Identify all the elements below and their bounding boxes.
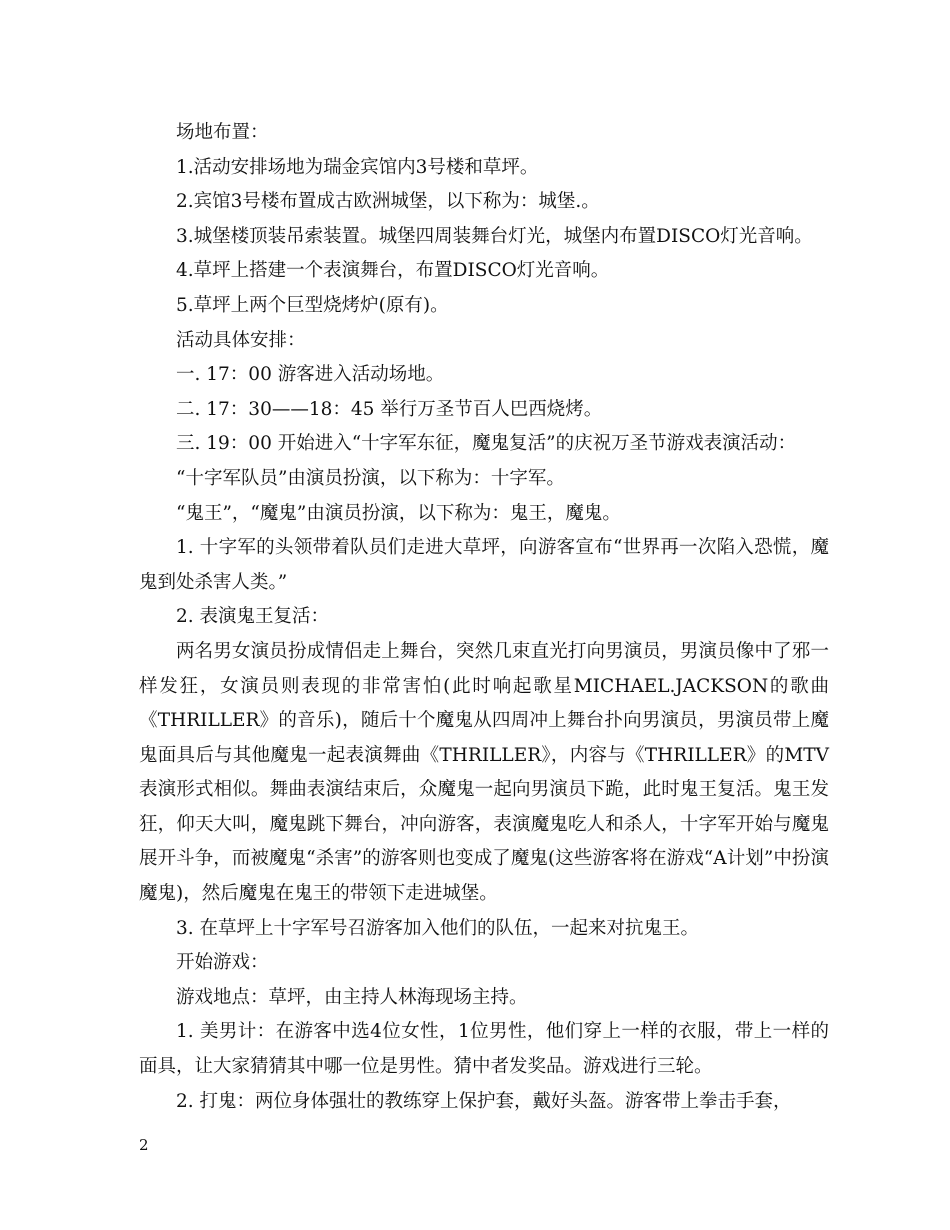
paragraph-venue-item-2: 2.宾馆3号楼布置成古欧洲城堡，以下称为：城堡.。 bbox=[176, 191, 600, 213]
paragraph-venue-heading: 场地布置： bbox=[176, 122, 269, 143]
paragraph-schedule-item-2: 二. 17：30——18：45 举行万圣节百人巴西烧烤。 bbox=[176, 398, 603, 420]
paragraph-crusader-role: “十字军队员”由演员扮演，以下称为：十字军。 bbox=[176, 467, 565, 489]
paragraph-venue-item-5: 5.草坪上两个巨型烧烤炉(原有)。 bbox=[176, 294, 449, 316]
paragraph-step-2-heading: 2. 表演鬼王复活： bbox=[176, 606, 330, 628]
paragraph-games-location: 游戏地点：草坪，由主持人林海现场主持。 bbox=[176, 986, 528, 1008]
paragraph-schedule-item-1: 一. 17：00 游客进入活动场地。 bbox=[176, 364, 445, 386]
paragraph-venue-item-4: 4.草坪上搭建一个表演舞台，布置DISCO灯光音响。 bbox=[176, 260, 610, 282]
paragraph-games-heading: 开始游戏： bbox=[176, 952, 269, 974]
paragraph-game-2: 2. 打鬼：两位身体强壮的教练穿上保护套，戴好头盔。游客带上拳击手套， bbox=[176, 1090, 792, 1112]
paragraph-venue-item-1: 1.活动安排场地为瑞金宾馆内3号楼和草坪。 bbox=[176, 156, 539, 178]
paragraph-ghost-role: “鬼王”，“魔鬼”由演员扮演，以下称为：鬼王，魔鬼。 bbox=[176, 502, 621, 524]
paragraph-game-1: 1. 美男计：在游客中选4位女性，1位男性，他们穿上一样的衣服，带上一样的面具，让大家猜猜其中哪一位是男性。猜中者发奖品。游戏进行三轮。 bbox=[139, 1021, 829, 1078]
paragraph-step-2-body: 两名男女演员扮成情侣走上舞台，突然几束直光打向男演员，男演员像中了邪一样发狂，女演员则表现的非常害怕(此时响起歌星MICHAEL.JACKSON的歌曲《THRILLER》的音乐)，随后十个魔鬼从四周冲上舞台扑向男演员，男演员带上魔鬼面具后与其他魔鬼一起表演舞曲《THRILLER》，内容与《THRILLER》的MTV表演形式相似。舞曲表演结束后，众魔鬼一起向男演员下跪，此时鬼王复活。鬼王发狂，仰天大叫，魔鬼跳下舞台，冲向游客，表演魔鬼吃人和杀人，十字军开始与魔鬼展开斗争，而被魔鬼“杀害”的游客则也变成了魔鬼(这些游客将在游戏“A计划”中扮演魔鬼)，然后魔鬼在鬼王的带领下走进城堡。 bbox=[139, 640, 829, 905]
paragraph-step-3: 3. 在草坪上十字军号召游客加入他们的队伍，一起来对抗鬼王。 bbox=[176, 917, 700, 939]
paragraph-schedule-heading: 活动具体安排： bbox=[176, 329, 306, 351]
paragraph-step-1: 1. 十字军的头领带着队员们走进大草坪，向游客宣布“世界再一次陷入恐慌，魔鬼到处杀害人类。” bbox=[139, 537, 829, 593]
document-body bbox=[139, 116, 829, 1119]
page-number: 2 bbox=[139, 1136, 149, 1154]
paragraph-schedule-item-3: 三. 19：00 开始进入“十字军东征，魔鬼复活”的庆祝万圣节游戏表演活动： bbox=[176, 433, 797, 455]
paragraph-venue-item-3: 3.城堡楼顶装吊索装置。城堡四周装舞台灯光，城堡内布置DISCO灯光音响。 bbox=[176, 225, 813, 247]
